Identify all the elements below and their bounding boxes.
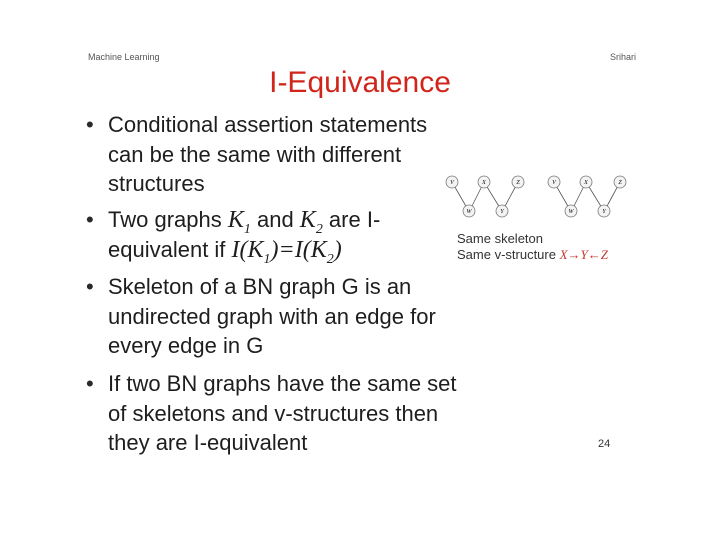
caption-vstructure-text: Same v-structure [457, 247, 560, 262]
slide-number: 24 [598, 438, 611, 450]
bullet-1-line-1: Conditional assertion statements [108, 112, 428, 137]
figure-caption-vstructure [457, 247, 608, 263]
bullet-marker: • [86, 112, 94, 137]
bullet-2-line-2 [108, 235, 342, 274]
node-label: W [466, 209, 472, 215]
node-label: X [584, 180, 588, 186]
node-label: V [450, 180, 454, 186]
bullet-2-text-c: are I- [322, 207, 381, 232]
bullet-4-line-1: If two BN graphs have the same set [108, 371, 457, 396]
bullet-2-text-d: equivalent if [108, 237, 232, 262]
node-label: Z [618, 180, 622, 186]
bullet-2-text-a: Two graphs [108, 207, 228, 232]
node-label: Z [516, 180, 520, 186]
bullet-3-line-3: every edge in G [108, 333, 264, 358]
bullet-marker: • [86, 371, 94, 396]
graph-1 [446, 176, 524, 217]
header-right: Srihari [610, 52, 637, 62]
caption-vstructure-math: X→Y←Z [559, 247, 608, 262]
bullet-marker: • [86, 207, 94, 232]
bullet-1-line-3: structures [108, 171, 205, 196]
bullet-3-line-2: undirected graph with an edge for [108, 304, 436, 329]
slide-title: I-Equivalence [269, 66, 451, 99]
node-label: Y [602, 209, 606, 215]
node-label: V [552, 180, 556, 186]
iequiv-formula: $I(K_1)=I(K_2)$ [231, 237, 342, 267]
bullet-marker: • [86, 274, 94, 299]
k2-symbol: $K_2$ [299, 207, 323, 237]
graph-2 [548, 176, 626, 217]
figure-caption-skeleton: Same skeleton [457, 231, 543, 246]
bullet-4-line-3: they are I-equivalent [108, 430, 308, 455]
bullet-3-line-1: Skeleton of a BN graph G is an [108, 274, 412, 299]
bn-graphs-figure [440, 170, 640, 222]
bullet-1-line-2: can be the same with different [108, 142, 402, 167]
node-label: Y [500, 209, 504, 215]
node-label: X [482, 180, 486, 186]
bullet-4-line-2: of skeletons and v-structures then [108, 401, 439, 426]
k1-symbol: $K_1$ [227, 207, 251, 237]
bullet-2-text-b: and [250, 207, 300, 232]
header-left: Machine Learning [88, 52, 160, 62]
node-label: W [568, 209, 574, 215]
